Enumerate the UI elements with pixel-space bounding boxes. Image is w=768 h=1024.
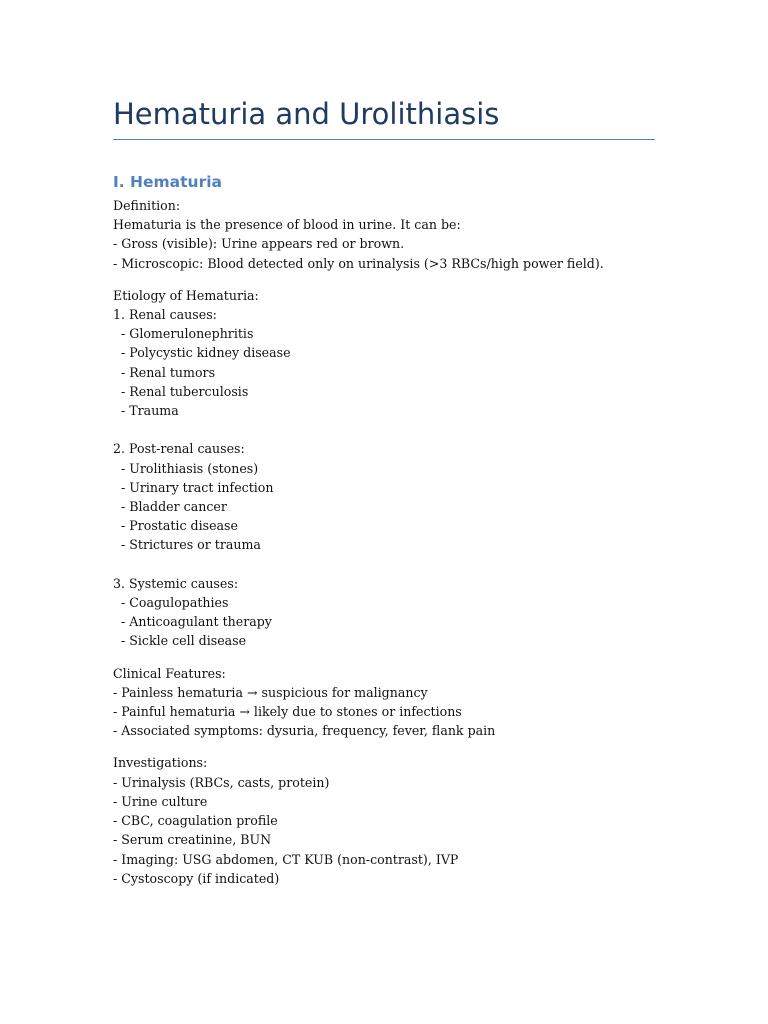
- renal-cause-item: - Renal tuberculosis: [113, 383, 249, 399]
- definition-line: - Microscopic: Blood detected only on urinalysis (>3 RBCs/high power field).: [113, 255, 604, 271]
- investigation-item: - Urinalysis (RBCs, casts, protein): [113, 774, 330, 790]
- definition-label: Definition:: [113, 198, 181, 213]
- investigation-item: - Serum creatinine, BUN: [113, 832, 272, 848]
- post-renal-cause-item: - Strictures or trauma: [113, 537, 261, 553]
- clinical-features-block: [113, 664, 673, 741]
- investigation-item: - Cystoscopy (if indicated): [113, 870, 280, 886]
- section-heading-hematuria: I. Hematuria: [113, 173, 223, 191]
- systemic-cause-item: - Sickle cell disease: [113, 633, 247, 649]
- systemic-cause-item: - Anticoagulant therapy: [113, 614, 272, 630]
- renal-cause-item: - Polycystic kidney disease: [113, 345, 291, 361]
- clinical-feature-item: - Associated symptoms: dysuria, frequency, fever, flank pain: [113, 723, 496, 739]
- investigation-item: - Urine culture: [113, 793, 208, 809]
- etiology-label: Etiology of Hematuria:: [113, 287, 259, 303]
- post-renal-cause-item: - Prostatic disease: [113, 518, 238, 534]
- renal-cause-item: - Glomerulonephritis: [113, 326, 254, 342]
- investigation-item: - Imaging: USG abdomen, CT KUB (non-contrast), IVP: [113, 851, 459, 867]
- post-renal-cause-item: - Urinary tract infection: [113, 479, 274, 495]
- investigations-block: [113, 753, 673, 887]
- renal-cause-item: - Trauma: [113, 403, 179, 419]
- clinical-features-label: Clinical Features:: [113, 665, 226, 681]
- document-body: [113, 196, 673, 901]
- definition-line: Hematuria is the presence of blood in urine. It can be:: [113, 217, 461, 233]
- investigation-item: - CBC, coagulation profile: [113, 813, 278, 829]
- blank-line: [113, 420, 673, 439]
- renal-causes-label: 1. Renal causes:: [113, 307, 217, 323]
- clinical-feature-item: - Painful hematuria → likely due to stones or infections: [113, 704, 462, 720]
- document-title: Hematuria and Urolithiasis: [113, 97, 500, 131]
- clinical-feature-item: - Painless hematuria → suspicious for malignancy: [113, 684, 428, 700]
- title-underline-rule: [113, 139, 655, 140]
- definition-block: [113, 196, 673, 273]
- investigations-label: Investigations:: [113, 755, 208, 771]
- post-renal-cause-item: - Bladder cancer: [113, 499, 227, 515]
- post-renal-cause-item: - Urolithiasis (stones): [113, 460, 259, 476]
- etiology-block: [113, 286, 673, 651]
- systemic-causes-label: 3. Systemic causes:: [113, 575, 239, 591]
- definition-line: - Gross (visible): Urine appears red or brown.: [113, 236, 405, 252]
- blank-line: [113, 555, 673, 574]
- renal-cause-item: - Renal tumors: [113, 364, 216, 380]
- systemic-cause-item: - Coagulopathies: [113, 595, 229, 611]
- post-renal-causes-label: 2. Post-renal causes:: [113, 441, 245, 457]
